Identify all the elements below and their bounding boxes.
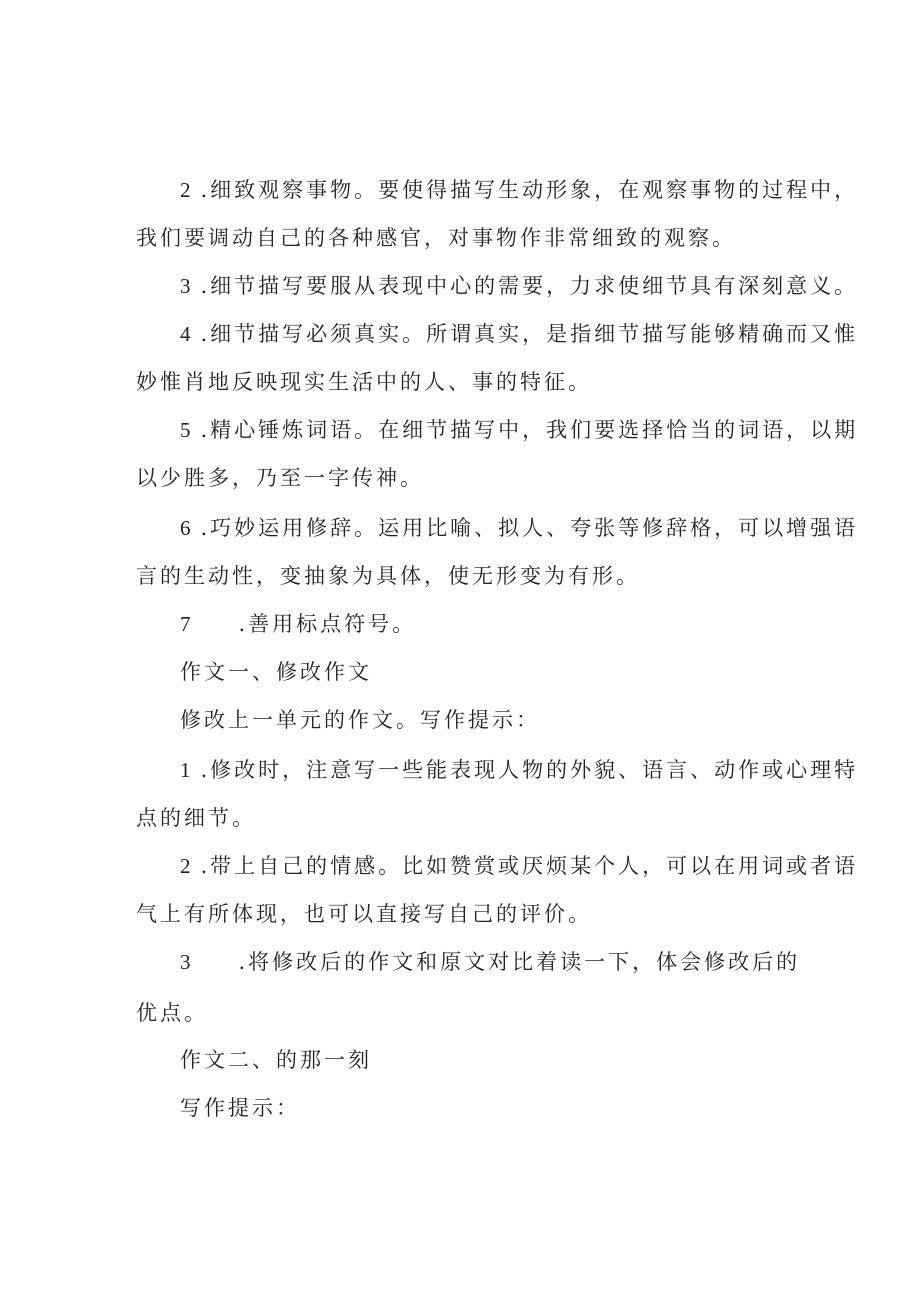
tip-number: 1 <box>180 758 191 782</box>
essay1-tip-1-line2: 点的细节。 <box>136 806 256 830</box>
item-text: .精心锤炼词语。在细节描写中，我们要选择恰当的词语，以期 <box>200 418 859 442</box>
essay1-intro: 修改上一单元的作文。写作提示： <box>180 708 540 732</box>
tip-text: .将修改后的作文和原文对比着读一下，体会修改后的 <box>238 950 801 974</box>
list-item-6-line2: 言的生动性，变抽象为具体，使无形变为有形。 <box>136 564 640 588</box>
list-item-5-line2: 以少胜多，乃至一字传神。 <box>136 466 424 490</box>
essay1-tip-2-line1 <box>180 852 858 880</box>
item-number: 7 <box>180 612 191 636</box>
essay2-heading: 作文二、的那一刻 <box>180 1048 372 1072</box>
essay1-tip-3-line2: 优点。 <box>136 1001 208 1025</box>
list-item-4-line2: 妙惟肖地反映现实生活中的人、事的特征。 <box>136 370 592 394</box>
list-item-4-line1 <box>180 320 858 348</box>
essay1-tip-2-line2: 气上有所体现，也可以直接写自己的评价。 <box>136 902 592 926</box>
item-text: .细节描写要服从表现中心的需要，力求使细节具有深刻意义。 <box>200 274 859 298</box>
list-item-7-line1 <box>180 610 416 638</box>
item-number: 3 <box>180 274 191 298</box>
tip-number: 2 <box>180 854 191 878</box>
list-item-2-line2: 我们要调动自己的各种感官，对事物作非常细致的观察。 <box>136 226 736 250</box>
tip-text: .带上自己的情感。比如赞赏或厌烦某个人，可以在用词或者语 <box>200 854 859 878</box>
item-text: .善用标点符号。 <box>238 612 417 636</box>
list-item-3-line1 <box>180 272 858 300</box>
essay2-intro: 写作提示： <box>180 1096 300 1120</box>
list-item-5-line1 <box>180 416 858 444</box>
item-text: .细致观察事物。要使得描写生动形象，在观察事物的过程中， <box>200 178 859 202</box>
essay1-tip-3-line1 <box>180 948 800 976</box>
item-number: 4 <box>180 322 191 346</box>
essay1-heading: 作文一、修改作文 <box>180 660 372 684</box>
tip-number: 3 <box>180 950 191 974</box>
item-number: 5 <box>180 418 191 442</box>
list-item-2-line1 <box>180 176 858 204</box>
item-text: .巧妙运用修辞。运用比喻、拟人、夸张等修辞格，可以增强语 <box>200 516 859 540</box>
item-text: .细节描写必须真实。所谓真实，是指细节描写能够精确而又惟 <box>200 322 859 346</box>
list-item-6-line1 <box>180 514 858 542</box>
item-number: 2 <box>180 178 191 202</box>
essay1-tip-1-line1 <box>180 756 858 784</box>
item-number: 6 <box>180 516 191 540</box>
tip-text: .修改时，注意写一些能表现人物的外貌、语言、动作或心理特 <box>200 758 859 782</box>
